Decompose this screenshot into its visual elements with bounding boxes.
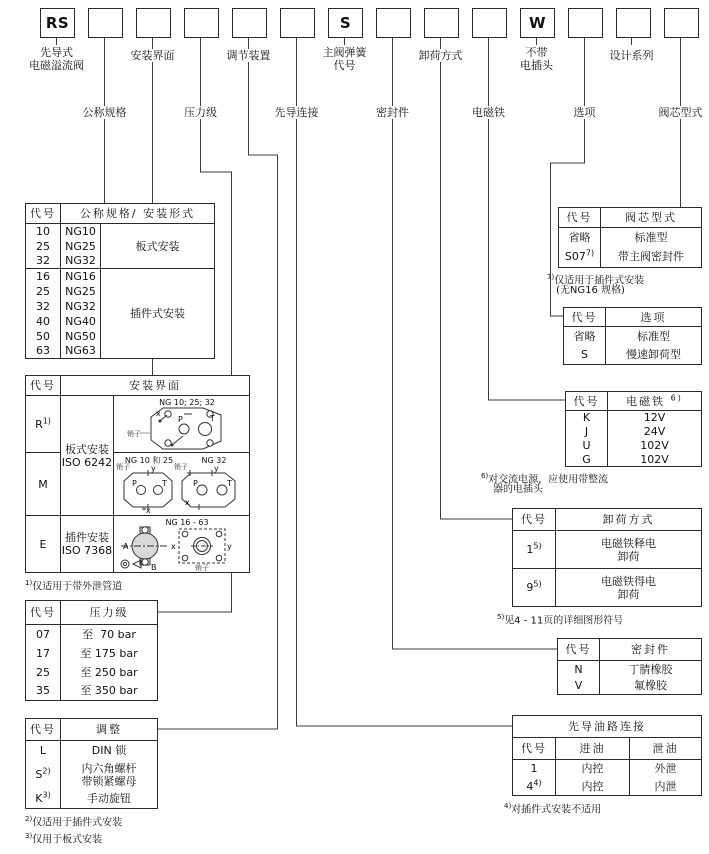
label-nominal-size: 公称规格 (82, 106, 127, 119)
cell-code (513, 569, 556, 607)
code-text: E (39, 537, 47, 551)
model-code-box-8 (376, 8, 411, 38)
footnote-marker: 5) (497, 613, 505, 621)
cell-inlet: 内控 (556, 778, 630, 796)
cell-mounting: 板式安装 (101, 224, 215, 269)
label-solenoid: 电磁铁 (472, 106, 505, 119)
cell-size: NG25 (61, 284, 101, 299)
model-code-box-7: S (328, 8, 363, 38)
cell-code: 50 (36, 329, 50, 343)
footnote-marker: 2) (25, 815, 33, 823)
cell-material: 丁腈橡胶 (600, 661, 702, 678)
cell-voltage: 12V (608, 411, 702, 425)
label-line: 电磁溢流阀 (29, 59, 84, 72)
cell-code (26, 790, 61, 809)
cell-size: NG50 (61, 329, 101, 344)
diagram-title: NG 16 - 63 (165, 518, 209, 527)
footnote-marker: 4) (504, 802, 512, 810)
cell-voltage: 102V (608, 439, 702, 453)
column-header-seals: 密封件 (600, 639, 702, 661)
code-text: 1 (526, 543, 534, 556)
cell-code: N (574, 662, 583, 676)
model-code-box-14 (664, 8, 699, 38)
footnote-6-line2 (493, 483, 543, 496)
code-sup: 4) (533, 778, 542, 788)
model-code-box-3 (136, 8, 171, 38)
column-header-unloading: 卸荷方式 (556, 509, 702, 531)
cell-unloading (556, 531, 702, 569)
table-adjustment (25, 718, 158, 809)
cell-material: 氟橡胶 (600, 678, 702, 695)
cell-code (26, 516, 61, 573)
label-no-plug (518, 46, 555, 72)
label-spool-type: 阀芯型式 (658, 106, 703, 119)
footnote-3 (25, 830, 102, 846)
code-sup: 7) (585, 248, 595, 258)
cell-size: NG63 (61, 344, 101, 359)
cell-code (26, 396, 61, 453)
cell-code: J (584, 425, 589, 438)
label-mounting-interface: 安装界面 (130, 49, 175, 62)
label-pressure-class: 压力级 (184, 106, 217, 119)
port-y-label: y (151, 464, 156, 473)
cell-size: NG40 (61, 314, 101, 329)
cell-code (26, 741, 61, 760)
column-header-spool: 阀芯型式 (601, 208, 702, 228)
cell-mounting: 插件式安装 (101, 269, 215, 359)
port-t-label: T (227, 479, 232, 488)
port-y-label: y (227, 542, 232, 551)
cell-diagram-r (114, 396, 250, 453)
connector-pilot-connection (297, 37, 513, 726)
mounting-diagram-cartridge (115, 516, 248, 572)
code-text: R (35, 417, 43, 431)
cell-option: 慢速卸荷型 (606, 346, 702, 365)
code-text: S07 (564, 250, 586, 264)
code-text: K (35, 792, 43, 806)
cell-code: K (582, 411, 591, 425)
port-p-label: P (178, 415, 183, 424)
cell-size: NG16 (61, 269, 101, 284)
port-p-label: P (193, 479, 198, 488)
cell-voltage: 102V (608, 453, 702, 467)
label-main-spring (321, 46, 369, 72)
diagram-title: NG 10; 25; 32 (159, 398, 215, 407)
cell-code (559, 247, 601, 268)
cell-code: 25 (36, 239, 50, 253)
footnote-text: 器的电插头 (493, 484, 543, 495)
code-text: 1 (530, 762, 538, 776)
label-pilot-valve (27, 46, 86, 72)
cell-code (513, 778, 556, 796)
column-header-drain: 泄油 (630, 738, 702, 760)
adjust-line: 内六角螺杆 (81, 761, 137, 775)
label-line: 代号 (333, 59, 356, 72)
code-sup: 5) (533, 579, 542, 589)
cell-code: V (574, 679, 583, 693)
code-sup: 1) (42, 415, 51, 425)
column-header-code: 代号 (26, 601, 61, 625)
port-y-label: y (214, 464, 219, 473)
column-header-size: 公称规格/ 安装形式 (61, 204, 215, 224)
cell-code: 省略 (573, 329, 596, 343)
unloading-line: 电磁铁得电 (601, 574, 656, 588)
label-line: 先导式 (40, 46, 73, 59)
column-header-code: 代号 (564, 308, 606, 327)
cell-code: 40 (36, 314, 50, 328)
footnote-1 (25, 577, 122, 593)
table-unloading-mode (512, 508, 702, 607)
label-line: 不带 (525, 46, 548, 59)
code-text: L (39, 743, 47, 757)
cell-code: 63 (36, 344, 50, 358)
header-text: 电磁铁 (626, 394, 666, 408)
code-text: 9 (526, 581, 534, 594)
column-header-adjust: 调整 (61, 719, 158, 741)
code-sup: 2) (42, 766, 51, 776)
footnote-text: 仅用于板式安装 (32, 834, 103, 846)
column-header-code: 代号 (26, 204, 61, 224)
cell-drain: 内泄 (630, 778, 702, 796)
cell-drain: 外泄 (630, 760, 702, 778)
model-code-box-6 (280, 8, 315, 38)
mount-line: ISO 7368 (61, 544, 113, 557)
label-pilot-connection: 先导连接 (274, 106, 319, 119)
cell-pressure: 至 250 bar (61, 663, 158, 682)
footnote-marker: 3) (25, 832, 33, 840)
table-nominal-size (25, 203, 215, 359)
port-x-label: *x (142, 506, 151, 514)
table-title: 先导油路连接 (513, 716, 702, 738)
code-text: S (35, 768, 43, 781)
footnote-5 (497, 611, 623, 627)
label-adjustment-device: 调节装置 (226, 49, 271, 62)
model-code-box-5 (232, 8, 267, 38)
column-header-options: 选项 (606, 308, 702, 327)
cell-inlet: 内控 (556, 760, 630, 778)
footnote-text: 对插件式安装不适用 (511, 804, 602, 816)
label-design-series: 设计系列 (609, 49, 654, 62)
cell-pressure: 至 70 bar (61, 625, 158, 644)
diagram-title: NG 10 和 25 (124, 456, 174, 465)
cell-adjust (61, 760, 158, 790)
table-mounting-interface (25, 375, 250, 573)
cell-mounting-cartridge (61, 516, 114, 573)
cell-size: NG32 (61, 254, 101, 269)
column-header-interface: 安装界面 (61, 376, 250, 396)
unloading-line: 卸荷 (617, 587, 640, 601)
pin-label: 销子 (174, 463, 188, 471)
footnote-text: 对交流电源，应使用带整流 (488, 474, 609, 486)
cell-code: 32 (36, 299, 50, 313)
cell-code: U (582, 439, 591, 452)
footnote-text: (无NG16 规格) (556, 285, 625, 296)
column-header-code: 代号 (513, 509, 556, 531)
model-code-box-11: W (520, 8, 555, 38)
footnote-text: 仅适用于插件式安装 (32, 817, 123, 829)
table-pressure-class (25, 600, 158, 701)
port-x-label: x (156, 409, 161, 418)
mount-line: 插件安装 (65, 531, 109, 544)
label-line: 电插头 (520, 59, 553, 72)
footnote-2 (25, 813, 122, 829)
footnote-text: 仅适用于插件式安装 (554, 275, 645, 287)
footnote-marker: 6) (481, 472, 489, 480)
model-code-box-4 (184, 8, 219, 38)
label-line: 主阀弹簧 (322, 46, 367, 59)
label-seals: 密封件 (376, 106, 409, 119)
cell-code: 07 (36, 627, 50, 641)
cell-spool: 标准型 (601, 228, 702, 247)
model-code-box-2 (88, 8, 123, 38)
cell-size: NG25 (61, 239, 101, 254)
column-header-solenoid (608, 392, 702, 411)
column-header-code: 代号 (566, 392, 608, 411)
table-solenoid (565, 391, 702, 467)
table-pilot-connection (512, 715, 702, 796)
cell-code: 35 (36, 684, 50, 698)
port-x-label: x (171, 542, 176, 551)
cell-mounting-standard (61, 396, 114, 516)
column-header-code: 代号 (26, 719, 61, 741)
cell-code: 17 (36, 646, 50, 660)
code-sup: 5) (533, 541, 542, 551)
connector-solenoid (489, 37, 566, 400)
port-a-label: A (123, 542, 129, 551)
column-header-code: 代号 (558, 639, 600, 661)
cell-code (559, 228, 601, 247)
unloading-line: 卸荷 (617, 549, 640, 563)
cell-diagram-e (114, 516, 250, 573)
footnote-4 (504, 800, 601, 816)
port-t-label: T (210, 414, 215, 423)
table-seals (557, 638, 702, 695)
cell-pressure: 至 175 bar (61, 644, 158, 663)
column-header-pressure: 压力级 (61, 601, 158, 625)
pin-label: 销子 (116, 463, 130, 471)
footnote-marker: 1) (25, 579, 33, 587)
cell-option: 标准型 (606, 327, 702, 346)
cell-unloading (556, 569, 702, 607)
cell-diagram-m (114, 453, 250, 516)
cell-code (513, 760, 556, 778)
column-header-code: 代号 (559, 208, 601, 228)
adjust-line: 带锁紧螺母 (81, 774, 137, 788)
table-options (563, 307, 702, 365)
code-text: M (38, 477, 48, 491)
diagram-title: NG 32 (201, 456, 227, 465)
footnote-7-line2 (556, 284, 625, 297)
cell-code: 10 (36, 224, 50, 238)
port-t-label: T (162, 479, 167, 488)
code-text: 省略 (568, 230, 591, 244)
cell-size: NG32 (61, 299, 101, 314)
port-x-label: x (185, 498, 190, 507)
column-header-code: 代号 (26, 376, 61, 396)
cell-size: NG10 (61, 224, 101, 239)
code-sup: 3) (42, 790, 51, 800)
pin-label: 销子 (195, 564, 209, 572)
cell-code (26, 760, 61, 790)
mounting-diagram-plate-m (115, 454, 248, 514)
footnote-marker: 7) (547, 273, 555, 281)
pin-label: 销子 (127, 430, 141, 438)
cell-code: 25 (36, 284, 50, 298)
cell-adjust: DIN 锁 (61, 741, 158, 760)
cell-code: S (581, 348, 588, 362)
header-sup: 6) (670, 392, 683, 402)
model-code-box-9 (424, 8, 459, 38)
port-b-label: B (151, 563, 157, 572)
cell-pressure: 至 350 bar (61, 682, 158, 701)
port-p-label: P (132, 479, 137, 488)
model-code-box-13 (616, 8, 651, 38)
cell-voltage: 24V (608, 425, 702, 439)
label-options: 选项 (573, 106, 596, 119)
model-code-box-10 (472, 8, 507, 38)
cell-code (26, 453, 61, 516)
model-code-box-1: RS (40, 8, 75, 38)
mount-line: ISO 6242 (61, 455, 113, 469)
cell-code (513, 531, 556, 569)
mount-line: 板式安装 (65, 442, 109, 456)
cell-code: 25 (36, 665, 50, 679)
cell-spool: 带主阀密封件 (601, 247, 702, 268)
unloading-line: 电磁铁释电 (601, 536, 656, 550)
footnote-text: 见4 - 11页的详细图形符号 (504, 615, 624, 627)
model-code-box-12 (568, 8, 603, 38)
cell-code: 16 (26, 269, 61, 284)
code-text: 4 (526, 779, 534, 793)
footnote-text: 仅适用于带外泄管道 (32, 581, 123, 593)
cell-adjust: 手动旋钮 (61, 790, 158, 809)
label-unloading-mode: 卸荷方式 (418, 49, 463, 62)
column-header-inlet: 进油 (556, 738, 630, 760)
column-header-code: 代号 (513, 738, 556, 760)
cell-code: G (582, 452, 591, 466)
cell-code: 32 (36, 254, 50, 268)
mounting-diagram-plate (115, 396, 248, 452)
table-spool-type (558, 207, 702, 268)
